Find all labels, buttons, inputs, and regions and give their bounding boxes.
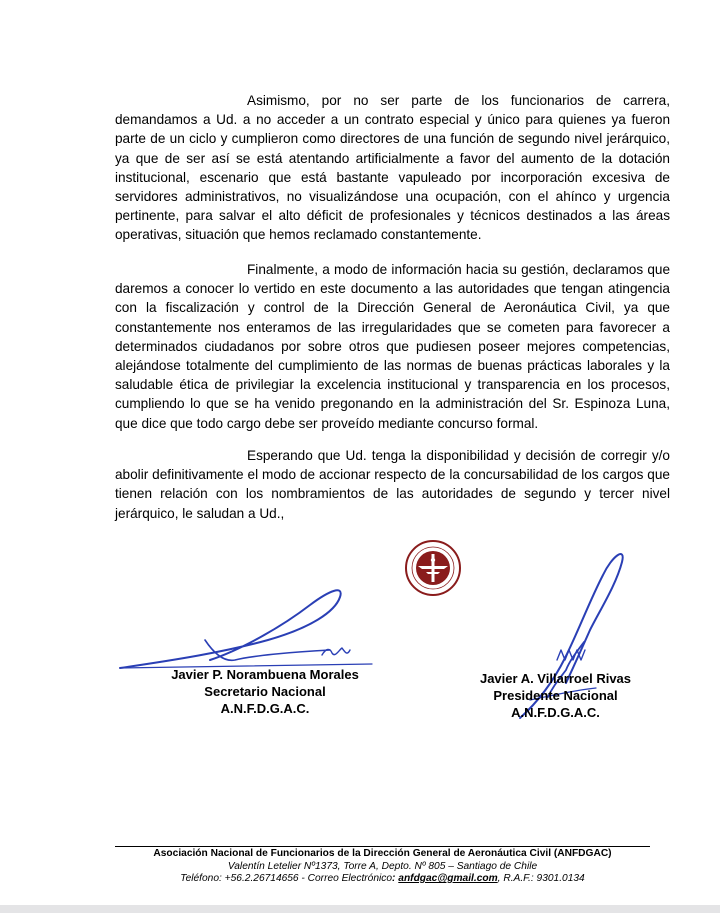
- footer-raf: , R.A.F.: 9301.0134: [497, 873, 585, 884]
- paragraph-1-first-line: Asimismo, por no ser parte de los funcionarios de carrera,: [247, 93, 670, 108]
- signatory-right: [463, 670, 648, 721]
- paragraph-1-rest: demandamos a Ud. a no acceder a un contrato especial y único para quienes ya fueron parte de un ciclo y cumplieron como directores de una función de segundo nivel jerárquico, ya que de ser así se está atentando artificialmente a favor del aumento de la dotación institucional, escenario que está bastante vapuleado por incorporación excesiva de servidores administrativos, no visualizándose una ocupación, con el ahínco y urgencia pertinente, para salvar el alto déficit de profesionales y técnicos destinados a las áreas operativas, situación que hemos reclamado constantemente.: [115, 112, 670, 243]
- paragraph-3-first-line: Esperando que Ud. tenga la disponibilidad y decisión de corregir y/o: [247, 448, 670, 463]
- signatory-left: [155, 666, 375, 717]
- signatory-right-org: A.N.F.D.G.A.C.: [511, 705, 600, 720]
- signature-left: [120, 590, 372, 668]
- signatory-right-title: Presidente Nacional: [493, 688, 618, 703]
- signatory-left-title: Secretario Nacional: [204, 684, 326, 699]
- footer-contact: [115, 873, 650, 886]
- footer-colon: :: [392, 873, 396, 884]
- paragraph-2-first-line: Finalmente, a modo de información hacia su gestión, declaramos: [247, 262, 644, 277]
- paragraph-3: [115, 446, 670, 523]
- footer-association-name: Asociación Nacional de Funcionarios de la Dirección General de Aeronáutica Civil (ANFDGAC): [153, 848, 612, 859]
- paragraph-1: [115, 91, 670, 245]
- paragraph-3-rest: abolir definitivamente el modo de accionar respecto de la concursabilidad de los cargos que tienen relación con los nombramientos de las autoridades de segundo y tercer nivel jerárquico, le saludan a Ud.,: [115, 467, 670, 521]
- signatory-left-name: Javier P. Norambuena Morales: [171, 667, 359, 682]
- signatory-left-org: A.N.F.D.G.A.C.: [220, 701, 310, 716]
- association-seal-icon: [404, 539, 462, 597]
- signatory-right-name: Javier A. Villarroel Rivas: [479, 671, 632, 686]
- footer-email-link[interactable]: anfdgac@gmail.com: [398, 873, 498, 884]
- footer-divider: [115, 846, 650, 847]
- footer-phone: Teléfono: +56.2.26714656 - Correo Electrónico: [180, 873, 393, 884]
- letterhead-footer: [115, 848, 650, 886]
- paragraph-2: [115, 260, 670, 433]
- paragraph-2-rest: que daremos a conocer lo vertido en este documento a las autoridades que tengan atingencia con la fiscalización y control de la Dirección General de Aeronáutica Civil, ya que constantemente nos enteramos de las irregularidades que se cometen para favorecer a determinados ciudadanos por sobre otros que pudiesen poseer mejores competencias, alejándose totalmente del cumplimiento de las normas de buenas prácticas laborales y la saludable ética de privilegiar la excelencia institucional y transparencia en los procesos, cumpliendo lo que se ha venido pregonando en la administración del Sr. Espinoza Luna, que dice que todo cargo debe ser proveído mediante concurso formal.: [115, 262, 671, 431]
- footer-address: Valentín Letelier Nº1373, Torre A, Depto. Nº 805 – Santiago de Chile: [227, 860, 538, 872]
- page-bottom-edge: [0, 905, 720, 913]
